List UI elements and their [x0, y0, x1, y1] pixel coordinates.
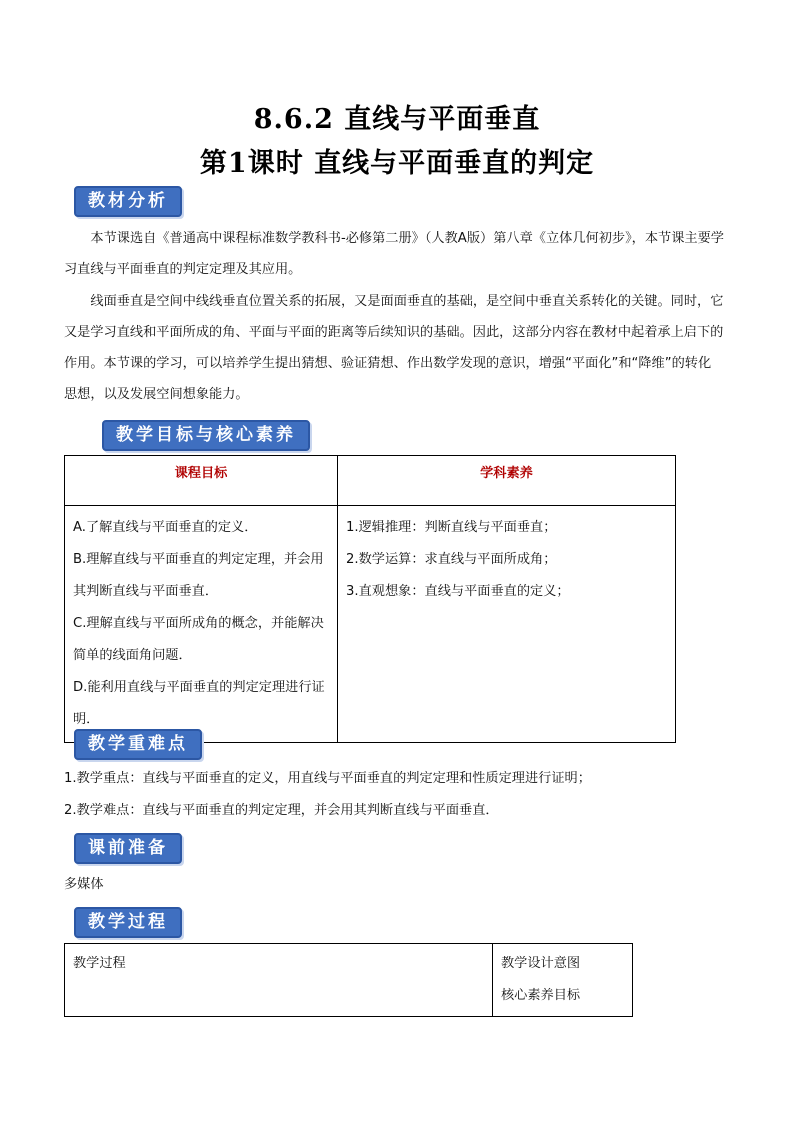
goals-table	[64, 455, 676, 743]
goals-col-header-course: 课程目标	[65, 456, 338, 506]
course-goals-cell	[65, 506, 338, 743]
process-table	[64, 943, 633, 1017]
section-tag-process: 教学过程	[74, 907, 182, 938]
page-title: 8.6.2 直线与平面垂直	[253, 104, 541, 135]
course-goal-item: D.能利用直线与平面垂直的判定定理进行证明．	[73, 680, 325, 727]
process-literacy-line: 核心素养目标	[501, 988, 581, 1003]
page-subtitle: 第1课时 直线与平面垂直的判定	[199, 148, 595, 179]
process-col-design	[493, 944, 633, 1017]
analysis-paragraph-2: 线面垂直是空间中线线垂直位置关系的拓展，又是面面垂直的基础，是空间中垂直关系转化的关键。同时，它又是学习直线和平面所成的角、平面与平面的距离等后续知识的基础。因此，这部分内容在教材中起着承上启下的作用。本节课的学习，可以培养学生提出猜想、验证猜想、作出数学发现的意识，增强“平面化”和“降维”的转化思想，以及发展空间想象能力。	[64, 294, 724, 402]
goals-table-header-row	[65, 456, 676, 506]
analysis-paragraph-1: 本节课选自《普通高中课程标准数学教科书-必修第二册》（人教A版）第八章《立体几何初步》，本节课主要学习直线与平面垂直的判定定理及其应用。	[64, 231, 724, 277]
course-goal-item: B.理解直线与平面垂直的判定定理，并会用其判断直线与平面垂直．	[73, 552, 324, 599]
process-col-teaching: 教学过程	[65, 944, 493, 1017]
process-design-line: 教学设计意图	[501, 956, 581, 971]
section-tag-analysis: 教材分析	[74, 186, 182, 217]
literacy-item: 1.逻辑推理：判断直线与平面垂直；	[346, 520, 557, 535]
goals-col-header-literacy: 学科素养	[338, 456, 676, 506]
course-goal-item: A.了解直线与平面垂直的定义．	[73, 520, 258, 535]
process-table-row	[65, 944, 633, 1017]
section-tag-prep: 课前准备	[74, 833, 182, 864]
prep-text: 多媒体	[64, 877, 104, 892]
course-goal-item: C.理解直线与平面所成角的概念，并能解决简单的线面角问题．	[73, 616, 324, 663]
literacy-item: 3.直观想象：直线与平面垂直的定义；	[346, 584, 570, 599]
section-tag-keypoints: 教学重难点	[74, 729, 202, 760]
section-tag-goals: 教学目标与核心素养	[102, 420, 310, 451]
literacy-cell	[338, 506, 676, 743]
keypoint-line-2: 2.教学难点：直线与平面垂直的判定定理，并会用其判断直线与平面垂直．	[64, 803, 499, 818]
keypoint-line-1: 1.教学重点：直线与平面垂直的定义，用直线与平面垂直的判定定理和性质定理进行证明；	[64, 771, 591, 786]
goals-table-row	[65, 506, 676, 743]
literacy-item: 2.数学运算：求直线与平面所成角；	[346, 552, 557, 567]
